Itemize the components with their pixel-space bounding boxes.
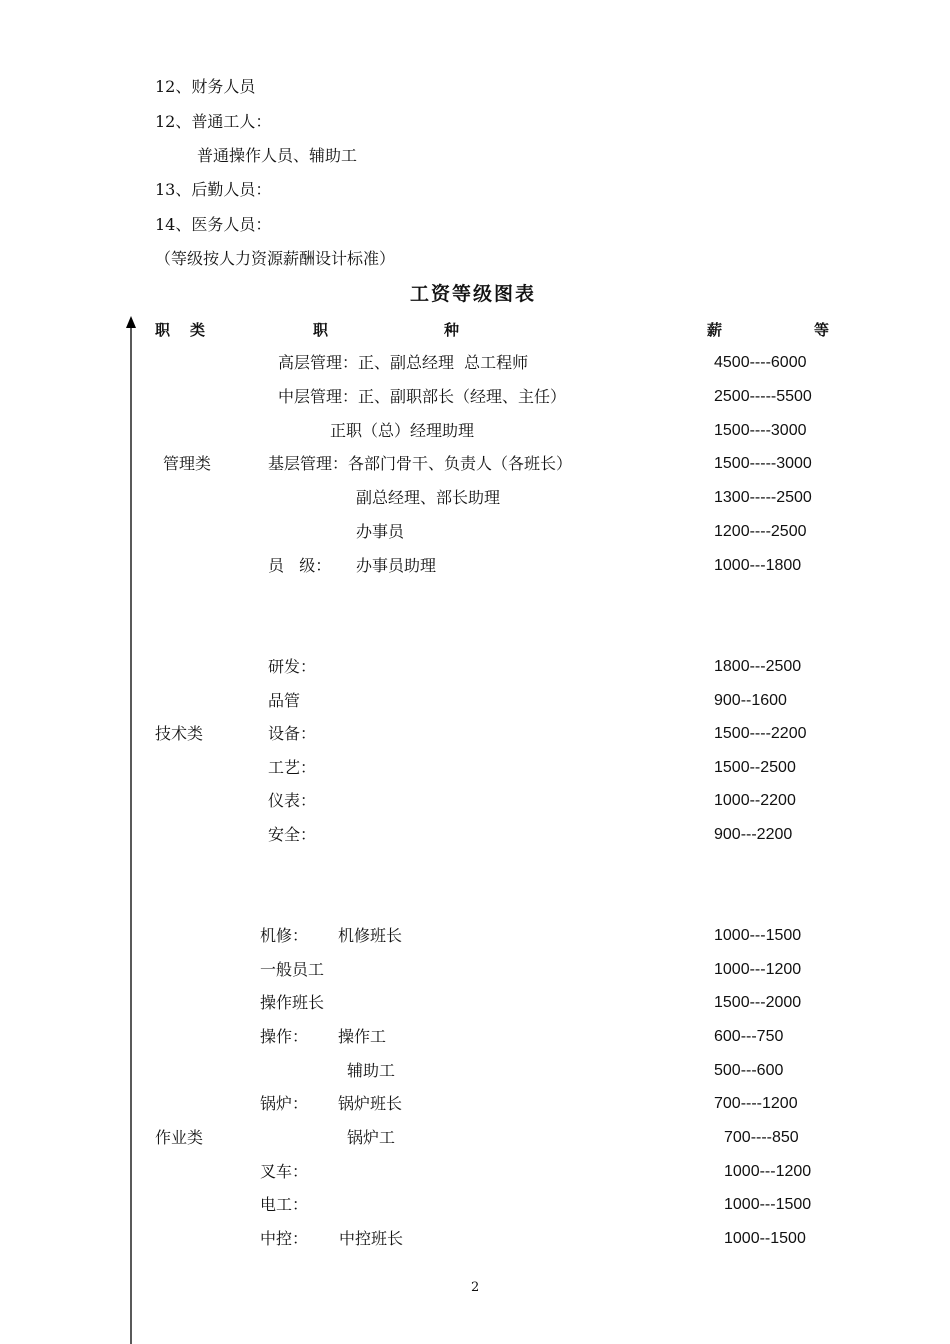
intro-line-3: 普通操作人员、辅助工 (197, 146, 358, 165)
management-row-6-range: 1200----2500 (714, 523, 807, 540)
technical-row-3-range: 1500----2200 (714, 725, 807, 742)
operations-row-9-range: 1000---1500 (724, 1196, 812, 1213)
operations-row-4-sub: 操作工 (338, 1027, 387, 1046)
header-pay-2: 等 (814, 321, 830, 339)
operations-row-10-label: 中控： (260, 1229, 309, 1248)
operations-row-5-sub: 辅助工 (347, 1061, 396, 1080)
operations-row-7-range: 700----850 (724, 1129, 799, 1146)
intro-line-1: 12、财务人员 (155, 77, 256, 96)
operations-row-8-label: 叉车： (260, 1162, 309, 1181)
axis-arrowhead (126, 316, 136, 328)
management-row-7-range: 1000---1800 (714, 557, 802, 574)
header-category-1: 职 (155, 321, 171, 339)
operations-row-5-range: 500---600 (714, 1062, 784, 1079)
technical-row-1-label: 研发： (268, 657, 317, 676)
management-row-2-range: 2500-----5500 (714, 388, 812, 405)
management-row-4-label: 基层管理：各部门骨干、负责人（各班长） (268, 454, 573, 473)
operations-row-1-sub: 机修班长 (338, 926, 403, 945)
header-category-2: 类 (190, 321, 206, 339)
operations-row-3-label: 操作班长 (260, 993, 325, 1012)
page-number: 2 (471, 1280, 480, 1295)
operations-row-2-label: 一般员工 (260, 960, 325, 979)
management-row-7-label: 员 级： (268, 556, 332, 575)
management-row-1-range: 4500----6000 (714, 354, 807, 371)
intro-line-2: 12、普通工人： (155, 112, 272, 131)
operations-row-10-range: 1000--1500 (724, 1230, 806, 1247)
category-management: 管理类 (163, 454, 212, 473)
operations-row-4-label: 操作： (260, 1027, 309, 1046)
technical-row-5-label: 仪表： (268, 791, 317, 810)
technical-row-5-range: 1000--2200 (714, 792, 796, 809)
operations-row-4-range: 600---750 (714, 1028, 784, 1045)
operations-row-7-sub: 锅炉工 (347, 1128, 396, 1147)
management-row-6-label: 办事员 (356, 522, 405, 541)
header-job-2: 种 (444, 321, 460, 339)
operations-row-2-range: 1000---1200 (714, 961, 802, 978)
operations-row-9-label: 电工： (260, 1195, 309, 1214)
technical-row-2-range: 900--1600 (714, 692, 787, 709)
management-row-3-range: 1500----3000 (714, 422, 807, 439)
technical-row-4-range: 1500--2500 (714, 759, 796, 776)
operations-row-1-range: 1000---1500 (714, 927, 802, 944)
management-row-5-label: 副总经理、部长助理 (356, 488, 501, 507)
technical-row-1-range: 1800---2500 (714, 658, 802, 675)
management-row-5-range: 1300-----2500 (714, 489, 812, 506)
header-job-1: 职 (313, 321, 329, 339)
intro-line-6: （等级按人力资源薪酬设计标准） (155, 249, 396, 268)
operations-row-10-sub: 中控班长 (339, 1229, 404, 1248)
category-operations: 作业类 (155, 1128, 204, 1147)
management-row-1-label: 高层管理：正、副总经理 总工程师 (278, 353, 529, 372)
intro-line-4: 13、后勤人员： (155, 180, 272, 199)
technical-row-3-label: 设备： (268, 724, 317, 743)
operations-row-6-sub: 锅炉班长 (338, 1094, 403, 1113)
management-row-4-range: 1500-----3000 (714, 455, 812, 472)
intro-line-5: 14、医务人员： (155, 215, 272, 234)
operations-row-6-range: 700----1200 (714, 1095, 798, 1112)
technical-row-4-label: 工艺： (268, 758, 317, 777)
table-title: 工资等级图表 (410, 283, 537, 305)
technical-row-6-range: 900---2200 (714, 826, 793, 843)
technical-row-6-label: 安全： (268, 825, 317, 844)
management-row-3-label: 正职（总）经理助理 (330, 421, 475, 440)
operations-row-3-range: 1500---2000 (714, 994, 802, 1011)
technical-row-2-label: 品管 (268, 691, 301, 710)
operations-row-1-label: 机修： (260, 926, 309, 945)
management-row-2-label: 中层管理：正、副职部长（经理、主任） (278, 387, 567, 406)
management-row-7-sub: 办事员助理 (356, 556, 437, 575)
operations-row-6-label: 锅炉： (260, 1094, 309, 1113)
operations-row-8-range: 1000---1200 (724, 1163, 812, 1180)
header-pay-1: 薪 (707, 321, 723, 339)
category-technical: 技术类 (155, 724, 204, 743)
